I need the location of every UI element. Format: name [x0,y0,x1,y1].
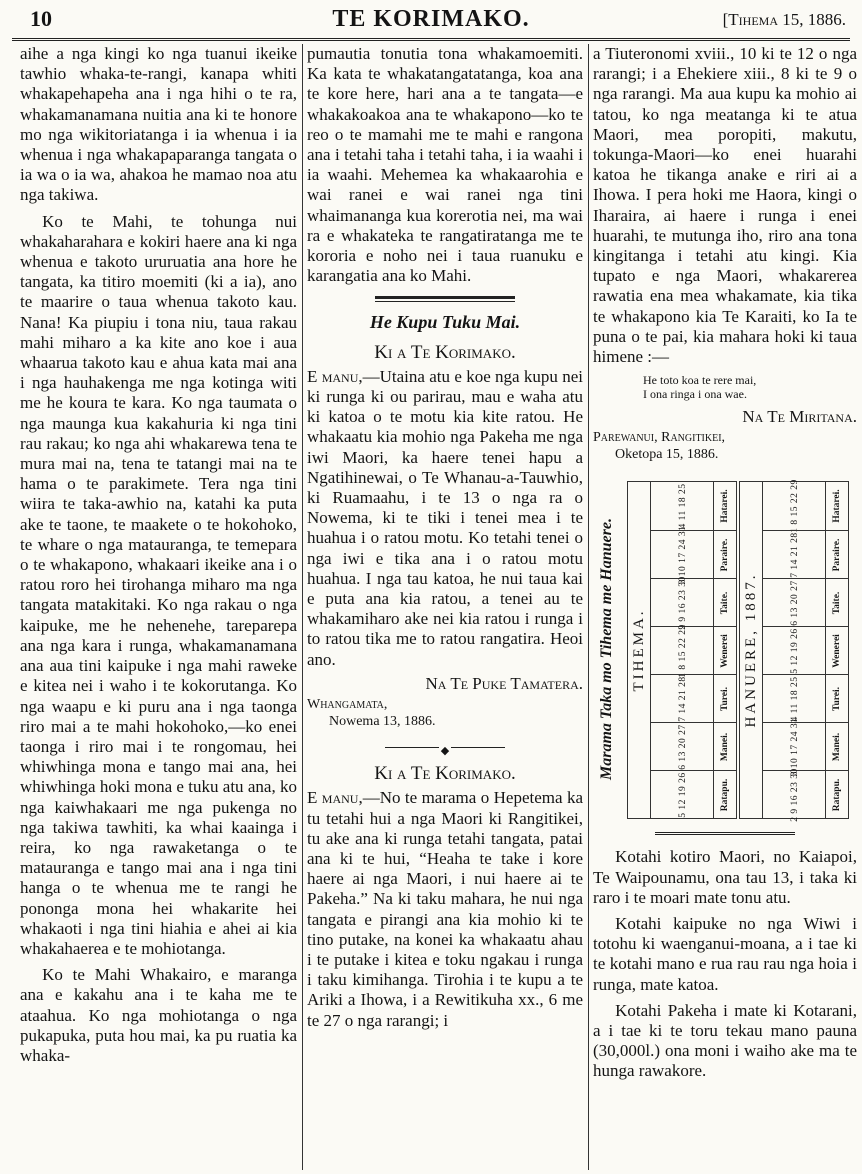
letter-body [307,367,583,670]
weekday-cell [825,531,848,579]
dates-list: 3 10 17 24 31 [789,718,800,777]
weekday-name: Paraire. [831,539,842,572]
weekday-cell [713,675,736,723]
calendar-row [651,624,736,679]
hymn-verse [593,373,857,401]
letter-signature: Na Te Miritana. [742,407,857,427]
month-name: HANUERE, 1887. [742,572,759,728]
weekday-name: Ratapu. [831,779,842,812]
weekday-cell [825,771,848,819]
dates-cell [763,675,826,723]
dates-cell [651,723,714,771]
dates-cell [651,771,714,819]
calendar-row [651,770,736,819]
dates-list: 7 14 21 28 [677,676,688,723]
column-3 [593,44,857,1170]
dates-list: 5 12 19 26 [789,628,800,675]
column-divider [588,44,589,1170]
weekday-cell [825,579,848,627]
section-separator [655,832,795,837]
weekday-name: Hatarei. [719,489,730,524]
dates-cell [651,526,714,585]
calendar-row [763,718,848,777]
news-notice: Kotahi kotiro Maori, no Kaiapoi, Te Waipounamu, ona tau 13, i taka ki raro i te moari mate tonu atu. [593,847,857,907]
calendar-row [763,530,848,579]
section-separator [375,296,515,302]
weekday-cell [713,627,736,675]
weekday-cell [825,675,848,723]
newspaper-title: TE KORIMAKO. [332,6,530,32]
column-divider [302,44,303,1170]
calendar-row [651,482,736,530]
dates-cell [651,624,714,679]
letter-text: —No te marama o Hepetema ka tu tetahi hui a nga Maori ki Rangitikei, tu ake ana ki runga tetahi tangata, patai ana ki te hui, “Heaha te take i kore haere ai nga Maori, i nui haere ai te Pakeha.” Na ki taku mahara, he nui nga tangata e pirangi ana kia mohio ki te tino putake, na konei ka whakaatu ahau i te putake i kitea e toku ngakau i runga i taku kimihanga. Tirohia i te kupu a te Ariki a Ihowa, i a Rewitikuha xx., 6 me te 27 o nga rarangi; i [307,788,583,1030]
dates-cell [763,718,826,777]
letter-place: Parewanui, Rangitikei, [593,430,726,446]
weekday-cell [713,531,736,579]
calendar-row [763,479,848,534]
dates-cell [763,768,826,823]
month-label-box [628,482,650,818]
weekday-name: Wenerei [831,634,842,669]
dates-cell [763,627,826,675]
month-label-box [740,482,762,818]
weekday-cell [713,771,736,819]
weekday-name: Ratapu. [719,779,730,812]
weekday-cell [713,579,736,627]
news-notice: Kotahi Pakeha i mate ki Kotarani, a i tae ki te toru tekau mano pauna (30,000l.) ona moni i waiho ake ma te hunga rawakore. [593,1000,857,1081]
weekday-name: Manei. [831,733,842,762]
calendar-title-box [595,477,619,822]
column-2 [307,44,583,1170]
weekday-cell [825,627,848,675]
calendar-row [651,526,736,585]
weekday-name: Turei. [831,687,842,712]
weekday-name: Turei. [719,687,730,712]
paragraph: pumautia tonutia tona whakamoemiti. Ka kata te whakatangatatanga, koa ana te kore here, hari ana a te tangata—e whakakoakoa ana te whakapono—ko te reo o te mamahi me te mahi e rangona ana i tetahi taha i tetahi taha, i ia waahi i ia waahi. Mehemea ka whakaarohia e wai ranei e wai ranei nga tini whaimananga kua korerotia nei, ma wai ra e whakateka te rangatiratanga me te kororia e noho nei i taua ruanuku e karangatia ana ko Mahi. [307,44,583,286]
month-name: TIHEMA. [630,608,647,692]
letter-continuation: a Tiuteronomi xviii., 10 ki te 12 o nga rarangi; i a Ehekiere xiii., 8 ki te 9 o nga rarangi. Ma aua kupu ka mohio ai tatou, ko nga meatanga ki te atua Maori, mea poropiti, makutu, tokunga-Maori—ko enei huarahi katoa he tikanga anake e riri ai a Ihowa. I pera hoki me Haora, kingi o Iharaira, ai haere i runga i enei huarahi, te mutunga iho, riro ana tona kingitanga i tetahi atu kingi. Kia tupato e nga Maori, whakarerea rawatia ena mea whakamate, kia tika te whakapono kia Te Karaiti, ko Ia te puna o te pai, kia mahara hoki ki taua himene :— [593,44,857,367]
paragraph: Ko te Mahi Whakairo, e maranga ana e kakahu ana i te kaha me te ataahua. Ko nga mohiotanga o nga pukapuka, puta hou mai, ka pu ruatia ka whaka- [20,965,297,1065]
letter-opening: E manu, [307,788,363,808]
dates-list: 2 9 16 23 30 [677,576,688,631]
paragraph: Ko te Mahi, te tohunga nui whakaharahara e kokiri haere ana ki nga whenua e takoto ururuatia ana hore he tangata, ka titiro moemiti (ki a ia), ano te maarire o taua whenua takoto kau. Nana! Ka piupiu i tona niu, taua rakau mahi miharo a ka kite ano koe i aua whaarua takoto kau e ahua kata mai ana i nga hauhakenga me nga kotinga witi me he koura te kara. Ko nga taumata o nga maunga kua kakahuria ki nga tini rau rakau; ko nga ahi whakarewa tena te mura mai na, tena te tatangi mai na te hama o te parakimete. Tera nga tini wiira te taka-awhio na, katahi ka puta ake te taone, te maakete o te hokohoko, te whare o nga matauranga, te temepara o te whakapono, whakaari ikeike ana i o ratou roro hei tirohanga miharo ma nga tangata matakitaki. Ko nga rakau o nga kaipuke, me he nehenehe, tareparepa ana nga kara i runga, whakamanamana ana aua tini kaipuke i nga mahi raweke e kitea nei i waho i te kokorutanga. Ko nga waapu e ki puru ana i nga taonga riro mai a te mahi hokohoko,—ko enei taonga i riro mai i te rongomau, hei whiwhinga mona e tango mai ana, hei whiwhinga hoki mona e tuku atu ana, ko nga kaiwhakaari me nga pukenga no nga takiwa tawhiti, ka whai kaainga i reira, ko nga rawaketanga o te matauranga e tango mai ana i nga tini hanga o te whenua me te rangi he pononga mona hei whakarite hei whakaoti i nga tini hiahia e ahei ai kia whakahaerea e te mohiotanga. [20,211,297,958]
page-header [12,2,850,38]
section-heading: He Kupu Tuku Mai. [369,312,521,333]
calendar-title: Marama Taka mo Tihema me Hanuere. [597,518,615,781]
weekday-name: Taite. [831,592,842,615]
weekday-cell [713,723,736,771]
day-grid [762,479,848,823]
dates-cell [763,479,826,534]
dates-list: 5 12 19 26 [677,772,688,819]
dates-cell [651,576,714,631]
dates-list: 4 11 18 25 [789,676,800,722]
letter-date: Nowema 13, 1886. [329,714,436,730]
letter-salutation: Ki a Te Korimako. [374,341,516,363]
dates-cell [763,579,826,627]
letter-place: Whangamata, [307,697,388,713]
calendar-row [651,576,736,631]
hymn-line: I ona ringa i ona wae. [643,387,747,402]
letter-opening: E manu, [307,366,363,386]
section-separator: ◆ [385,742,505,752]
dates-list: 6 13 20 27 [789,580,800,627]
letter-text: —Utaina atu e koe nga kupu nei ki runga ki ou parirau, mau e waha atu ki katoa o te motu kia kite ratou. He whakaatu kia mohio nga Pakeha me nga iwi Maori, ka haere tenei hapu a Ngatihinewai, o Te Whanau-a-Tauwhio, ki Ruamaahu, i te 13 o nga ra o Nowema, ki te tiki i tenei mea i te huahua i o ratou motu. Ko tetahi tenei o nga iwi e tika ana i o ratou motu huahua. I nga tau katoa, he nui taua kai e puta ana kia ratou, a tenei au te whakamiharo ake nei kia ratou i runga i to ratou tika me to ratou rangatira. Heoi ano. [307,366,583,669]
weekday-cell [825,482,848,530]
weekday-name: Hatarei. [831,489,842,524]
dates-list: 3 10 17 24 31 [677,526,688,585]
weekday-name: Manei. [719,733,730,762]
letter-body [307,788,583,1030]
dates-list: 6 13 20 27 [677,724,688,771]
issue-date: [Tihema 15, 1886. [722,10,846,29]
news-notice: Kotahi kaipuke no nga Wiwi i totohu ki waenganui-moana, a i tae ki te kotahi mano e rua rau rau nga hoia i runga, mate katoa. [593,914,857,994]
letter-signature: Na Te Puke Tamatera. [425,673,583,693]
column-1 [20,44,297,1170]
calendar-row [763,626,848,675]
dates-cell [651,675,714,723]
calendar-row [651,722,736,771]
calendar-row [763,674,848,723]
calendar [595,477,849,822]
day-grid [650,482,736,818]
hymn-line: He toto koa te rere mai, [643,373,757,388]
dates-cell [651,482,714,530]
dates-list: 1 8 15 22 29 [789,479,800,534]
calendar-row [763,768,848,823]
header-rule [12,38,850,41]
paragraph: aihe a nga kingi ko nga tuanui ikeike tawhio whaka-te-rangi, kanapa whiti whakapehapeha ana i nga hihi o te ra, whakamanamana nuitia ana ki te honore mo nga wikitoriatanga i ia whenua i ia whenua i nga whakapaparanga tangata o ia wa o ia wa, ahakoa he mamao noa atu nga takiwa. [20,44,297,205]
weekday-name: Paraire. [719,539,730,572]
weekday-name: Taite. [719,592,730,615]
month-table [627,481,737,819]
calendar-row [651,674,736,723]
month-table [739,479,849,823]
dates-list: 1 8 15 22 29 [677,624,688,679]
dates-list: 7 14 21 28 [789,532,800,579]
weekday-name: Wenerei [719,634,730,669]
weekday-cell [825,723,848,771]
calendar-row [763,578,848,627]
dates-cell [763,531,826,579]
letter-date: Oketopa 15, 1886. [615,447,719,463]
weekday-cell [713,482,736,530]
dates-list: 2 9 16 23 30 [789,768,800,823]
page-number: 10 [30,6,52,31]
letter-salutation: Ki a Te Korimako. [374,763,516,785]
dates-list: 4 11 18 25 [677,483,688,529]
